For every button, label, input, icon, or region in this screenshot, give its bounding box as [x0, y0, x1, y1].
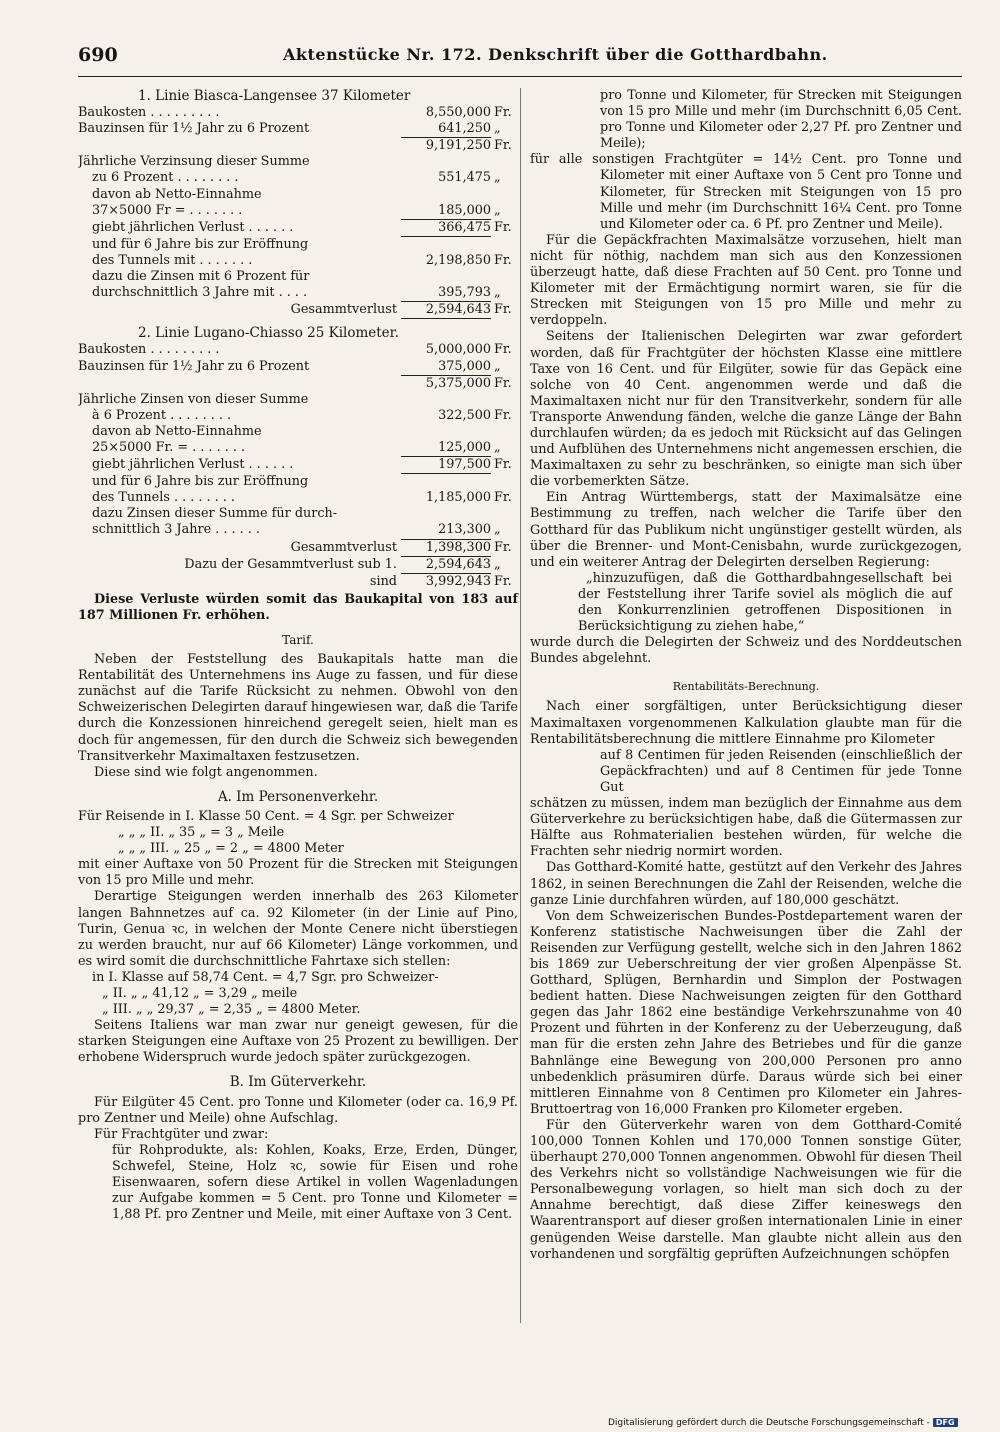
einnahme-paragraph: auf 8 Centimen für jeden Reisenden (einschließlich der Gepäckfrachten) und auf 8 Centimen für jede Tonne Gut: [600, 747, 962, 795]
cost-row-unit: Fr.: [494, 375, 512, 391]
cost-row-unit: Fr.: [494, 252, 512, 268]
cost-row-amount: 1,398,300: [401, 540, 491, 557]
cost-row-unit: „: [494, 439, 501, 455]
cost-row-amount: 2,594,643: [401, 302, 491, 319]
cost-row-label: durchschnittlich 3 Jahre mit . . . .: [92, 285, 308, 301]
section-1-title: 1. Linie Biasca-Langensee 37 Kilometer: [138, 88, 411, 104]
cost-row: [78, 540, 518, 557]
cost-row: [78, 170, 518, 186]
cost-row-label: des Tunnels mit . . . . . . .: [92, 252, 253, 268]
dfg-logo: DFG: [933, 1418, 958, 1427]
cost-row-unit: „: [494, 358, 501, 374]
italy-paragraph: Seitens Italiens war man zwar nur geneigt gewesen, für die starken Steigungen eine Auftaxe von 25 Prozent zu bewilligen. Der erhobene Widerspruch wurde jedoch später zurückgezogen.: [78, 1018, 518, 1066]
column-divider: [520, 88, 521, 1323]
cost-row-unit: Fr.: [494, 302, 512, 318]
cost-row-unit: „: [494, 121, 501, 137]
cost-row-unit: Fr.: [494, 219, 512, 235]
cost-row: [78, 557, 518, 574]
cost-row-label: giebt jährlichen Verlust . . . . . .: [92, 219, 294, 235]
cost-row-label: à 6 Prozent . . . . . . . .: [92, 407, 232, 423]
cost-row: [78, 490, 518, 506]
cost-row-amount: 125,000: [401, 440, 491, 457]
cost-row-label: Gesammtverlust: [290, 539, 397, 555]
rohprodukte-paragraph: für Rohprodukte, als: Kohlen, Koaks, Erze, Erden, Dünger, Schwefel, Steine, Holz ꝛc, sowie für Eisen und rohe Eisenwaaren, sofern diese Artikel in vollen Wagenladungen zur Aufgabe kommen = 5 Cent. pro Tonne und Kilometer = 1,88 Pf. pro Zentner und Meile, mit einer Auftaxe von 3 Cent.: [112, 1142, 518, 1223]
cost-row: [78, 121, 518, 138]
cost-row-label: dazu die Zinsen mit 6 Prozent für: [92, 269, 310, 285]
cost-row: [78, 138, 518, 154]
section-2-title: 2. Linie Lugano-Chiasso 25 Kilometer.: [138, 325, 399, 342]
cost-row-unit: „: [494, 556, 501, 572]
cost-row-unit: Fr.: [494, 407, 512, 423]
rentabilitaet-heading: Rentabilitäts-Berechnung.: [672, 680, 820, 694]
header-rule: [78, 76, 962, 77]
cost-row: [78, 203, 518, 220]
cost-row-unit: „: [494, 522, 501, 538]
cost-row-label: und für 6 Jahre bis zur Eröffnung: [92, 474, 309, 490]
gradient-paragraph: Derartige Steigungen werden innerhalb des 263 Kilometer langen Bahnnetzes auf ca. 92 Kilometer (in der Linie auf Pino, Turin, Genua ꝛc, in welchen der Monte Cenere nicht überstiegen zu werden braucht, nur auf 66 Kilometer) Länge vorkommen, und es wird somit die durchschnittliche Fahrtaxe sich stellen:: [78, 889, 518, 969]
cost-row-amount: 322,500: [438, 407, 491, 423]
cost-row: [78, 457, 518, 474]
cost-row: [78, 342, 518, 358]
cost-row-amount: 2,198,850: [425, 252, 491, 268]
eilgueter-paragraph: Für Eilgüter 45 Cent. pro Tonne und Kilometer (oder ca. 16,9 Pf. pro Zentner und Meile) ohne Aufschlag.: [78, 1094, 518, 1126]
sonstige-frachtgueter-paragraph: für alle sonstigen Frachtgüter = 14½ Cent. pro Tonne und Kilometer mit einer Auftaxe von 5 Cent pro Tonne und Kilometer, für Strecken mit Steigungen von 15 pro Mille und mehr (im Durchschnitt 16¼ Cent. pro Tonne und Kilometer oder ca. 6 Pf. pro Zentner und Meile).: [530, 152, 962, 232]
cost-row-amount: 213,300: [401, 522, 491, 539]
avg-fare-line-3: „ III. „ „ 29,37 „ = 2,35 „ = 4800 Meter.: [102, 1002, 361, 1018]
fare-line-1: Für Reisende in I. Klasse 50 Cent. = 4 Sgr. per Schweizer: [78, 808, 454, 824]
cost-row-label: Baukosten . . . . . . . . .: [78, 105, 220, 121]
cost-row: [78, 105, 518, 121]
cost-row-unit: Fr.: [494, 573, 512, 589]
cost-row: [78, 440, 518, 457]
cost-row-label: Jährliche Verzinsung dieser Summe: [78, 154, 310, 170]
cost-row-label: Baukosten . . . . . . . . .: [78, 342, 220, 358]
cost-row: [78, 220, 518, 237]
left-column: [78, 88, 518, 1223]
cost-row: [78, 392, 518, 408]
antrag-quote: „hinzuzufügen, daß die Gotthardbahngesellschaft bei der Feststellung ihrer Tarife soviel als möglich die auf den Konkurrenzlinien getroffenen Dispositionen in Berücksichtigung zu ziehen habe,“: [578, 570, 952, 635]
cost-row-amount: 8,550,000: [425, 105, 491, 121]
cost-row: [78, 253, 518, 269]
cost-row-amount: 395,793: [401, 285, 491, 302]
tarif-paragraph: Neben der Feststellung des Baukapitals hatte man die Rentabilität des Unternehmens ins Auge zu fassen, und für diese zunächst auf die Tarife Rücksicht zu nehmen. Obwohl von den Schweizerischen Delegirten darauf hingewiesen war, daß die Tarife durch die Konzessionen hinreichend geregelt seien, hielt man es doch für angemessen, für den durch die Schweiz sich bewegenden Transitverkehr Maximaltaxen festzusetzen.: [78, 652, 518, 764]
cost-row-label: 37×5000 Fr = . . . . . . .: [92, 202, 243, 218]
page-header: [78, 44, 962, 72]
cost-row-amount: 5,000,000: [425, 342, 491, 358]
cost-row-label: sind: [369, 573, 397, 589]
cost-row: [78, 359, 518, 376]
cost-table-1: [78, 105, 518, 319]
cost-row-amount: 366,475: [401, 220, 491, 237]
running-title: Aktenstücke Nr. 172. Denkschrift über die Gotthardbahn.: [283, 45, 828, 64]
cost-row-label: giebt jährlichen Verlust . . . . . .: [92, 457, 294, 473]
tarif-heading: Tarif.: [282, 633, 314, 647]
cost-row-amount: 3,992,943: [425, 573, 491, 589]
cost-row: [78, 506, 518, 522]
frachtgueter-intro: Für Frachtgüter und zwar:: [94, 1126, 269, 1142]
cost-row-unit: „: [494, 285, 501, 301]
page-number: 690: [78, 44, 118, 66]
cost-row: [78, 187, 518, 203]
cost-row: [78, 237, 518, 253]
cost-row-label: davon ab Netto-Einnahme: [92, 186, 262, 202]
cost-row-label: 25×5000 Fr. = . . . . . . .: [92, 439, 246, 455]
wuerttemberg-paragraph: Ein Antrag Württembergs, statt der Maximalsätze eine Bestimmung zu treffen, nach welcher die Tarife über den Gotthard für das Publikum nicht ungünstiger gestellt würden, als über die Brenner- und Mont-Cenisbahn, wurde zurückgezogen, und ein weiterer Antrag der Delegirten derselben Regierung:: [530, 490, 962, 570]
cost-row-unit: Fr.: [494, 138, 512, 154]
cost-row-unit: Fr.: [494, 457, 512, 473]
cost-row: [78, 302, 518, 319]
cost-row-amount: 1,185,000: [425, 490, 491, 506]
komite-paragraph: Das Gotthard-Komité hatte, gestützt auf den Verkehr des Jahres 1862, in seinen Berechnungen die Zahl der Reisenden, welche die ganze Linie durchfahren würden, auf 180,000 geschätzt.: [530, 860, 962, 908]
cost-row: [78, 285, 518, 302]
cost-row-unit: „: [494, 202, 501, 218]
cost-row-unit: Fr.: [494, 490, 512, 506]
cost-row-amount: 9,191,250: [425, 138, 491, 154]
cost-row-label: schnittlich 3 Jahre . . . . . .: [92, 522, 260, 538]
footer-text: Digitalisierung gefördert durch die Deutsche Forschungsgemeinschaft -: [608, 1418, 930, 1428]
cost-row: [78, 574, 518, 590]
cost-row-amount: 375,000: [401, 359, 491, 376]
digitization-footer: [608, 1418, 958, 1428]
cost-row-amount: 551,475: [438, 170, 491, 186]
cost-row-unit: Fr.: [494, 105, 512, 121]
avg-fare-line-1: in I. Klasse auf 58,74 Cent. = 4,7 Sgr. pro Schweizer-: [92, 969, 439, 985]
right-column: [530, 88, 962, 1263]
cost-row-unit: „: [494, 170, 501, 186]
abgelehnt-paragraph: wurde durch die Delegirten der Schweiz und des Norddeutschen Bundes abgelehnt.: [530, 635, 962, 667]
schaetzen-paragraph: schätzen zu müssen, indem man bezüglich der Einnahme aus dem Güterverkehre zu berücksichtigen habe, daß die Gütermassen zur Hälfte aus Rohmaterialien bestehen würden, für welche die Frachten sehr niedrig normirt worden.: [530, 796, 962, 860]
cost-row-label: des Tunnels . . . . . . . .: [92, 490, 235, 506]
tarif-paragraph-2: Diese sind wie folgt angenommen.: [94, 764, 318, 780]
gueterverkehr-paragraph: Für den Güterverkehr waren von dem Gotthard-Comité 100,000 Tonnen Kohlen und 170,000 Tonnen sonstige Güter, überhaupt 270,000 Tonnen angenommen. Obwohl für diesen Theil des Verkehrs nicht so vollständige Nachweisungen wie für die Personalbewegung vorlagen, so hielt man sich doch zu der Annahme berechtigt, daß diese Ziffer keineswegs den Waarentransport auf dieser großen internationalen Linie in einer genügenden Weise darstelle. Man glaubte nicht allein aus den vorhandenen und sorgfältig geprüften Aufzeichnungen schöpfen: [530, 1117, 962, 1262]
fare-line-3: „ „ „ III. „ 25 „ = 2 „ = 4800 Meter: [118, 841, 344, 857]
cost-row-amount: 5,375,000: [425, 375, 491, 391]
cost-row-amount: 197,500: [401, 457, 491, 474]
cost-row-amount: 2,594,643: [401, 557, 491, 574]
cost-row-label: Dazu der Gesammtverlust sub 1.: [184, 556, 397, 572]
cost-table-2: [78, 342, 518, 589]
cost-row-label: zu 6 Prozent . . . . . . . .: [92, 170, 239, 186]
cost-row: [78, 376, 518, 392]
italien-delegirte-paragraph: Seitens der Italienischen Delegirten war zwar gefordert worden, daß für Frachtgüter der höchsten Klasse eine mittlere Taxe von 16 Cent. und für Eilgüter, sowie für das Gepäck eine solche von 40 Cent. angenommen werde und daß die Maximaltaxen nicht nur für den Transitverkehr, sondern für alle Transporte Anwendung fänden, welche die ganze Länge der Bahn durchlaufen würden; da es jedoch mit Rücksicht auf das Gelingen und Aufblühen des Unternehmens nicht angemessen erschien, die Maximaltaxen zu sehr zu beschränken, so einigte man sich über die vorbemerkten Sätze.: [530, 329, 962, 490]
cost-row-unit: Fr.: [494, 342, 512, 358]
kalkulation-paragraph: Nach einer sorgfältigen, unter Berücksichtigung dieser Maximaltaxen vorgenommenen Kalkulation glaubte man für die Rentabilitätsberechnung die mittlere Einnahme pro Kilometer: [530, 699, 962, 747]
cost-row-amount: 641,250: [401, 121, 491, 138]
cost-row: [78, 522, 518, 539]
loss-summary: Diese Verluste würden somit das Baukapital von 183 auf 187 Millionen Fr. erhöhen.: [78, 591, 518, 623]
tonne-km-paragraph: pro Tonne und Kilometer, für Strecken mit Steigungen von 15 pro Mille und mehr (im Durchschnitt 6,05 Cent. pro Tonne und Kilometer oder 2,27 Pf. pro Zentner und Meile);: [600, 88, 962, 152]
cost-row: [78, 424, 518, 440]
avg-fare-line-2: „ II. „ „ 41,12 „ = 3,29 „ meile: [102, 985, 298, 1001]
gepaeck-paragraph: Für die Gepäckfrachten Maximalsätze vorzusehen, hielt man nicht für nöthig, nachdem man sich aus den Konzessionen überzeugt hatte, daß diese Frachten auf 50 Cent. pro Tonne und Kilometer mit der Ermächtigung normirt waren, sie für die Strecken mit Steigungen von 15 pro Mille und mehr zu verdoppeln.: [530, 232, 962, 329]
cost-row-label: Bauzinsen für 1½ Jahr zu 6 Prozent: [78, 121, 310, 137]
cost-row: [78, 408, 518, 424]
cost-row-label: Bauzinsen für 1½ Jahr zu 6 Prozent: [78, 358, 310, 374]
cost-row-amount: 185,000: [401, 203, 491, 220]
cost-row-label: Jährliche Zinsen von dieser Summe: [78, 391, 309, 407]
cost-row: [78, 474, 518, 490]
cost-row-unit: Fr.: [494, 539, 512, 555]
cost-row-label: und für 6 Jahre bis zur Eröffnung: [92, 236, 309, 252]
personenverkehr-heading: A. Im Personenverkehr.: [217, 788, 379, 805]
cost-row-label: davon ab Netto-Einnahme: [92, 423, 262, 439]
postdepartement-paragraph: Von dem Schweizerischen Bundes-Postdepartement waren der Konferenz statistische Nachweisungen über die Zahl der Reisenden zur Verfügung gestellt, welche sich in den Jahren 1862 bis 1869 zur Ueberschreitung der vier großen Alpenpässe St. Gotthard, Splügen, Bernhardin und Simplon der Postwagen bedient hatten. Diese Nachweisungen zeigten für den Gotthard gegen das Jahr 1862 eine beständige Verkehrszunahme von 40 Prozent und führten in der Konferenz zu der Ueberzeugung, daß man für die ersten zehn Jahre des Betriebes und für die ganze Bahnlänge eine Bewegung von 200,000 Personen pro anno unbedenklich präsumiren dürfe. Daraus würde sich bei einer mittleren Einnahme von 8 Centimen pro Kilometer ein Jahres-Bruttoertrag von 16,000 Franken pro Kilometer ergeben.: [530, 908, 962, 1117]
fare-line-2: „ „ „ II. „ 35 „ = 3 „ Meile: [118, 825, 285, 841]
cost-row-label: dazu Zinsen dieser Summe für durch-: [92, 506, 338, 522]
cost-row: [78, 269, 518, 285]
surcharge-paragraph: mit einer Auftaxe von 50 Prozent für die Strecken mit Steigungen von 15 pro Mille und mehr.: [78, 857, 518, 889]
gueterverkehr-heading: B. Im Güterverkehr.: [229, 1074, 367, 1091]
cost-row: [78, 154, 518, 170]
cost-row-label: Gesammtverlust: [290, 302, 397, 318]
